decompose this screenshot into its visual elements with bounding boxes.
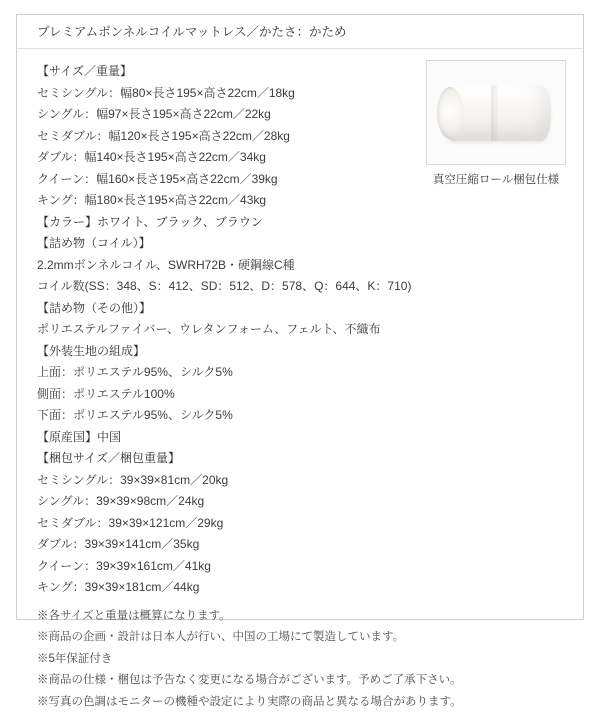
spec-line: 2.2mmボンネルコイル、SWRH72B・硬鋼線C種 [37,255,565,277]
roll-end-shape [437,87,463,139]
note-line: ※写真の色調はモニターの機種や設定により実際の商品と異なる場合があります。 [37,692,565,713]
note-list [37,606,565,713]
product-photo-block [426,60,566,187]
note-line: ※各サイズと重量は概算になります。 [37,606,565,628]
spec-body [17,49,583,713]
note-line: ※商品の仕様・梱包は予告なく変更になる場合がございます。予めご了承下さい。 [37,670,565,692]
note-line: ※5年保証付き [37,649,565,671]
spec-line: 【カラー】ホワイト、ブラック、ブラウン [37,212,565,234]
spec-line: 【詰め物（コイル）】 [37,233,565,255]
spec-line: 【詰め物（その他）】 [37,298,565,320]
spec-line: キング：幅180×長さ195×高さ22cm／43kg [37,190,565,212]
spec-line: セミダブル：39×39×121cm／29kg [37,513,565,535]
spec-line: シングル：39×39×98cm／24kg [37,491,565,513]
page-title: プレミアムボンネルコイルマットレス／かたさ：かため [17,15,583,49]
spec-line: コイル数(SS：348、S：412、SD：512、D：578、Q：644、K：710) [37,276,565,298]
spec-line: ダブル：幅140×長さ195×高さ22cm／34kg [37,147,565,169]
spec-line: クイーン：39×39×161cm／41kg [37,556,565,578]
spec-line: 【原産国】中国 [37,427,565,449]
spec-line: 上面：ポリエステル95%、シルク5% [37,362,565,384]
spec-line: シングル：幅97×長さ195×高さ22cm／22kg [37,104,565,126]
spec-line: クイーン：幅160×長さ195×高さ22cm／39kg [37,169,565,191]
spec-line: セミシングル：39×39×81cm／20kg [37,470,565,492]
spec-line: セミシングル：幅80×長さ195×高さ22cm／18kg [37,83,565,105]
spec-panel [16,14,584,620]
photo-caption: 真空圧縮ロール梱包仕様 [426,171,566,187]
spec-line: キング：39×39×181cm／44kg [37,577,565,599]
spec-line: ポリエステルファイバー、ウレタンフォーム、フェルト、不織布 [37,319,565,341]
note-line: ※商品の企画・設計は日本人が行い、中国の工場にて製造しています。 [37,627,565,649]
spec-line: 【外装生地の組成】 [37,341,565,363]
spec-line: ダブル：39×39×141cm／35kg [37,534,565,556]
rolled-mattress-icon [426,60,566,165]
spec-line: 【サイズ／重量】 [37,61,565,83]
spec-line: 【梱包サイズ／梱包重量】 [37,448,565,470]
spec-line: 下面：ポリエステル95%、シルク5% [37,405,565,427]
roll-band-shape [491,85,498,141]
spec-line: 側面：ポリエステル100% [37,384,565,406]
spec-line: セミダブル：幅120×長さ195×高さ22cm／28kg [37,126,565,148]
